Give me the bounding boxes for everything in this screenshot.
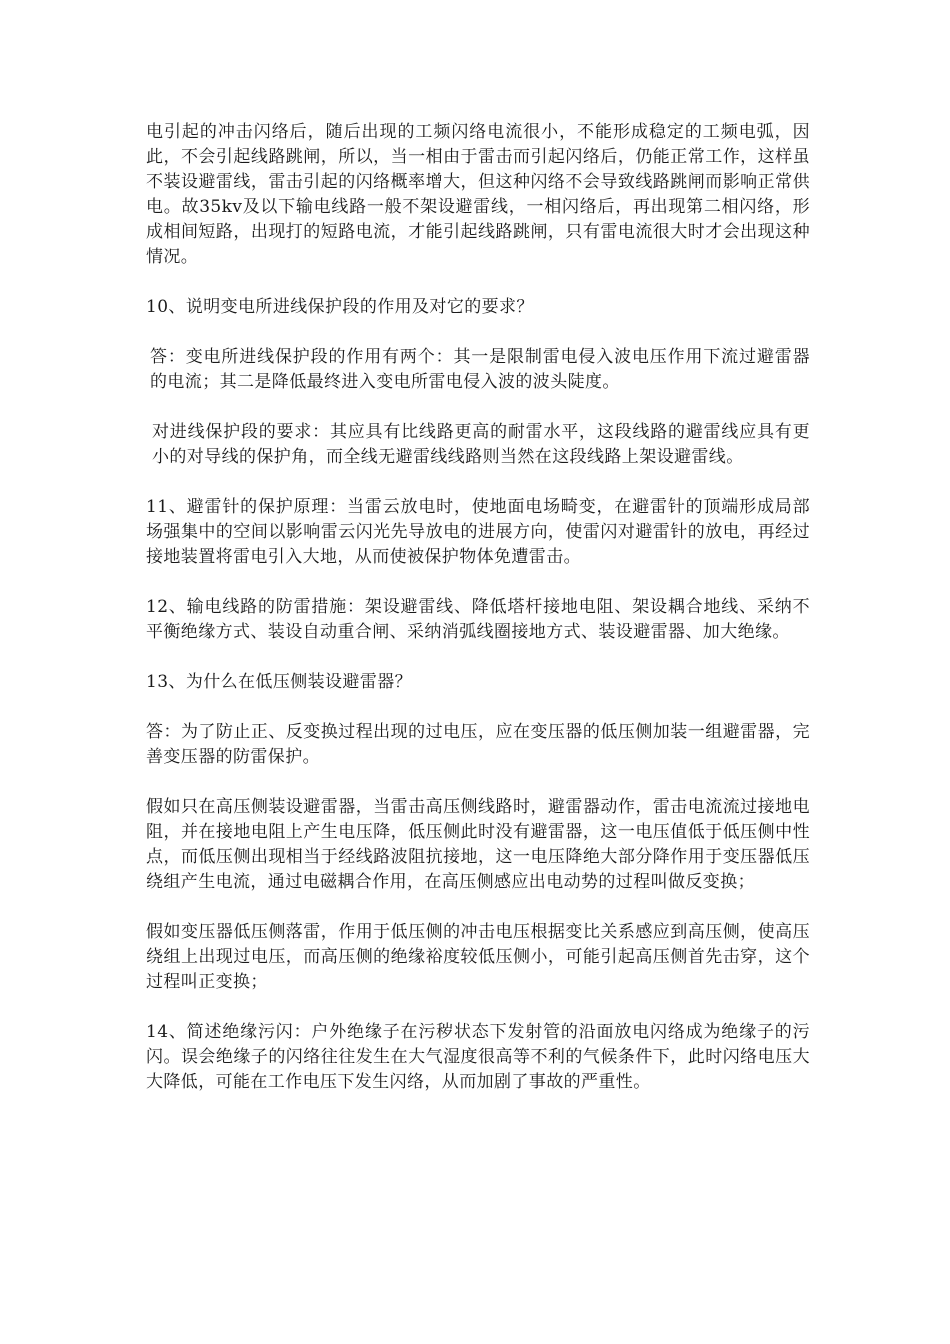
answer-13-summary: 答：为了防止正、反变换过程出现的过电压，应在变压器的低压侧加装一组避雷器，完善变压器的防雷保护。: [146, 722, 810, 767]
item-12-line-protection-measures: 12、输电线路的防雷措施：架设避雷线、降低塔杆接地电阻、架设耦合地线、采纳不平衡绝缘方式、装设自动重合闸、采纳消弧线圈接地方式、装设避雷器、加大绝缘。: [146, 597, 810, 642]
question-10-heading: 10、说明变电所进线保护段的作用及对它的要求？: [146, 297, 534, 317]
answer-10-purpose: 答：变电所进线保护段的作用有两个：其一是限制雷电侵入波电压作用下流过避雷器的电流；其二是降低最终进入变电所雷电侵入波的波头陡度。: [150, 347, 810, 392]
question-13-heading: 13、为什么在低压侧装设避雷器？: [146, 672, 413, 692]
answer-13-reverse-transform: 假如只在高压侧装设避雷器，当雷击高压侧线路时，避雷器动作，雷击电流流过接地电阻，并在接地电阻上产生电压降，低压侧此时没有避雷器，这一电压值低于低压侧中性点，而低压侧出现相当于经线路波阻抗接地，这一电压降绝大部分降作用于变压器低压绕组产生电流，通过电磁耦合作用，在高压侧感应出电动势的过程叫做反变换；: [146, 797, 810, 892]
item-14-insulator-pollution-flashover: 14、简述绝缘污闪：户外绝缘子在污秽状态下发射管的沿面放电闪络成为绝缘子的污闪。误会绝缘子的闪络往往发生在大气湿度很高等不利的气候条件下，此时闪络电压大大降低，可能在工作电压下发生闪络，从而加剧了事故的严重性。: [146, 1022, 810, 1092]
document-body: [146, 120, 810, 1120]
paragraph-continuation: 电引起的冲击闪络后，随后出现的工频闪络电流很小，不能形成稳定的工频电弧，因此，不会引起线路跳闸，所以，当一相由于雷击而引起闪络后，仍能正常工作，这样虽不装设避雷线，雷击引起的闪络概率增大，但这种闪络不会导致线路跳闸而影响正常供电。故35kv及以下输电线路一般不架设避雷线，一相闪络后，再出现第二相闪络，形成相间短路，出现打的短路电流，才能引起线路跳闸，只有雷电流很大时才会出现这种情况。: [146, 122, 810, 267]
item-11-lightning-rod-principle: 11、避雷针的保护原理：当雷云放电时，使地面电场畸变，在避雷针的顶端形成局部场强集中的空间以影响雷云闪光先导放电的进展方向，使雷闪对避雷针的放电，再经过接地装置将雷电引入大地，从而使被保护物体免遭雷击。: [146, 497, 810, 567]
answer-10-requirements: 对进线保护段的要求：其应具有比线路更高的耐雷水平，这段线路的避雷线应具有更小的对导线的保护角，而全线无避雷线线路则当然在这段线路上架设避雷线。: [152, 422, 810, 467]
answer-13-forward-transform: 假如变压器低压侧落雷，作用于低压侧的冲击电压根据变比关系感应到高压侧，使高压绕组上出现过电压，而高压侧的绝缘裕度较低压侧小，可能引起高压侧首先击穿，这个过程叫正变换；: [146, 922, 810, 992]
